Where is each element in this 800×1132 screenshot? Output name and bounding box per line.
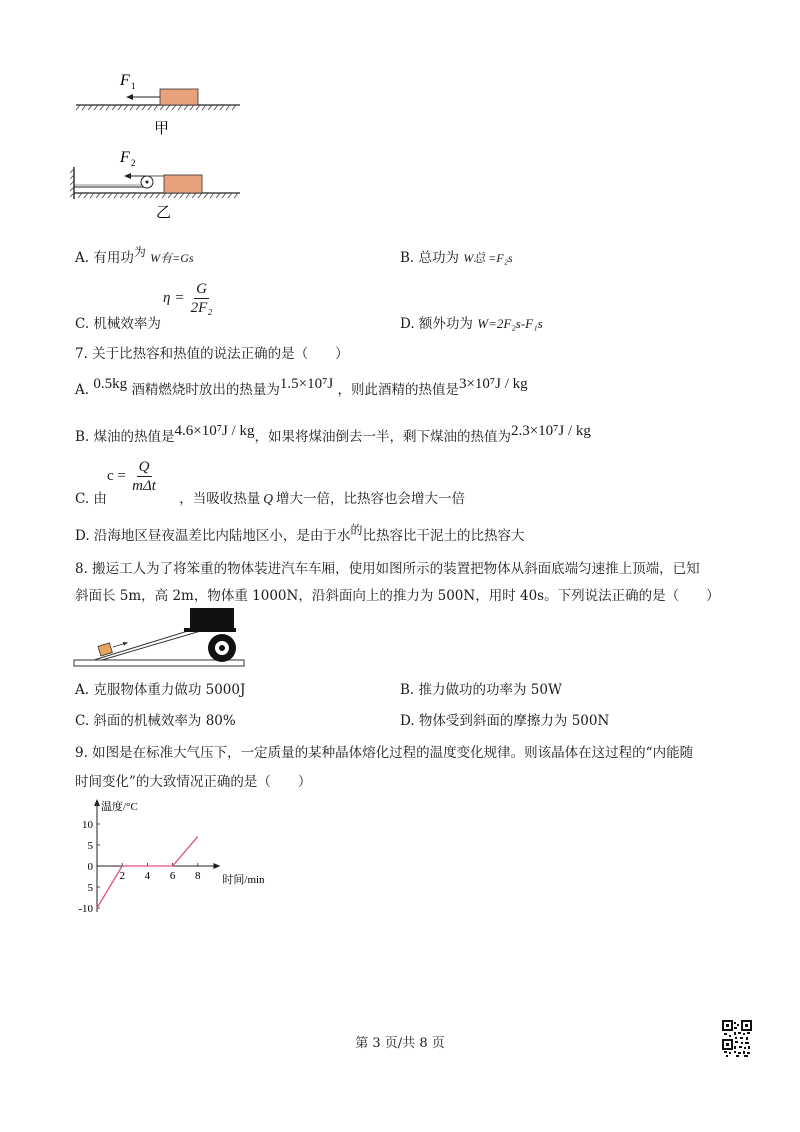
- q7-a-text1: 酒精燃烧时放出的热量为: [131, 382, 280, 398]
- x-axis-arrow: [213, 863, 220, 869]
- qr-code: [722, 1020, 752, 1058]
- q9-stem-line2: 时间变化”的大致情况正确的是（ ）: [75, 774, 312, 790]
- x-tick-label: 6: [169, 870, 176, 882]
- q7-c-q: Q: [263, 491, 273, 506]
- q7-c-denominator: mΔt: [132, 478, 156, 494]
- q6-option-b-prefix: B. 总功为: [400, 250, 460, 266]
- friction-figure: [70, 65, 260, 225]
- y-tick-label: 10: [82, 819, 93, 831]
- q6-option-a-formula: W有=Gs: [150, 251, 194, 265]
- q7-option-d: [75, 524, 524, 544]
- q7-a-letter: A.: [75, 382, 90, 398]
- x-tick-label: 8: [195, 870, 201, 882]
- q6-option-d-formula: W=2F₂s-F₁s: [477, 316, 543, 331]
- q6-eta: η =: [163, 290, 185, 306]
- block-yi: [164, 175, 202, 193]
- q7-c-symbol: c =: [107, 468, 126, 484]
- q8-option-b: B. 推力做功的功率为 50W: [400, 682, 562, 698]
- q7-b-value2: 2.3×10⁷J / kg: [510, 423, 591, 439]
- q6-option-a-prefix: A. 有用功: [75, 250, 134, 266]
- q6-eta-denominator: 2F₂: [190, 300, 213, 316]
- q7-option-b: [75, 425, 591, 446]
- q7-c-text3: 增大一倍，比热容也会增大一倍: [275, 491, 465, 507]
- y-axis-arrow: [94, 799, 100, 806]
- cargo-box: [98, 643, 112, 656]
- force-f1-sub: 1: [131, 81, 136, 91]
- q7-option-c: [75, 487, 465, 507]
- x-axis-label: 时间/min: [222, 874, 265, 886]
- y-tick-label: 0: [87, 861, 93, 873]
- y-tick-label: 5: [87, 882, 93, 894]
- q7-a-value: 3×10⁷J / kg: [458, 376, 528, 392]
- q8-stem-line1: 8. 搬运工人为了将笨重的物体装进汽车车厢，使用如图所示的装置把物体从斜面底端匀速推上顶端，已知: [75, 561, 700, 577]
- q7-a-text2: ，则此酒精的热值是: [337, 382, 459, 398]
- label-jia: 甲: [154, 121, 170, 137]
- x-tick-label: 2: [119, 870, 125, 882]
- q8-option-c: C. 斜面的机械效率为 80%: [75, 713, 236, 729]
- block-jia: [160, 89, 198, 105]
- force-f2-sub: 2: [131, 158, 136, 168]
- label-yi: 乙: [156, 205, 172, 221]
- q6-option-a-wei: 为: [133, 245, 146, 259]
- q6-option-c-prefix: C. 机械效率为: [75, 316, 161, 332]
- page-number: 第 3 页/共 8 页: [355, 1036, 445, 1051]
- q7-option-a: [75, 378, 528, 399]
- x-tick-label: 4: [144, 870, 151, 882]
- q7-a-heat: 1.5×10⁷J: [279, 376, 334, 392]
- q7-c-text2: ，当吸收热量: [179, 491, 261, 507]
- incline-truck-figure: [72, 604, 252, 670]
- q7-c-text1: C. 由: [75, 491, 107, 507]
- y-tick-label: 5: [87, 840, 93, 852]
- q6-option-b-formula: W总 =F₂s: [463, 251, 513, 265]
- q7-stem: 7. 关于比热容和热值的说法正确的是（ ）: [75, 346, 349, 362]
- q6-option-c: [75, 312, 161, 332]
- q6-eta-numerator: G: [196, 281, 207, 297]
- q8-option-a: A. 克服物体重力做功 5000J: [75, 682, 246, 698]
- q9-stem-line1: 9. 如图是在标准大气压下，一定质量的某种晶体熔化过程的温度变化规律。则该晶体在这过程的“内能随: [75, 745, 694, 761]
- q8-option-d: D. 物体受到斜面的摩擦力为 500N: [400, 713, 610, 729]
- y-axis-label: 温度/°C: [101, 801, 138, 813]
- y-tick-label: -10: [78, 903, 93, 915]
- q6-option-a: [75, 246, 194, 266]
- force-f1-label: F: [120, 72, 130, 89]
- temperature-chart: [60, 796, 290, 921]
- q7-a-mass: 0.5kg: [93, 376, 128, 392]
- q7-d-text1: D. 沿海地区昼夜温差比内陆地区小，是由于水: [75, 528, 351, 544]
- q6-option-c-eta-formula: [163, 280, 215, 317]
- q7-b-text1: B. 煤油的热值是: [75, 429, 175, 445]
- q6-option-b: [400, 246, 513, 266]
- q7-b-text2: ，如果将煤油倒去一半，剩下煤油的热值为: [254, 429, 511, 445]
- q8-stem-line2: 斜面长 5m，高 2m，物体重 1000N，沿斜面向上的推力为 500N，用时 40s。下列说法正确的是（ ）: [75, 588, 720, 604]
- q7-d-de: 的: [350, 523, 363, 537]
- q7-c-numerator: Q: [138, 459, 150, 475]
- q6-option-d: [400, 312, 543, 332]
- truck-bed: [190, 608, 234, 630]
- q7-d-text2: 比热容比干泥土的比热容大: [362, 528, 525, 544]
- force-f2-label: F: [120, 149, 130, 166]
- q6-option-d-prefix: D. 额外功为: [400, 316, 473, 332]
- q7-b-value1: 4.6×10⁷J / kg: [174, 423, 255, 439]
